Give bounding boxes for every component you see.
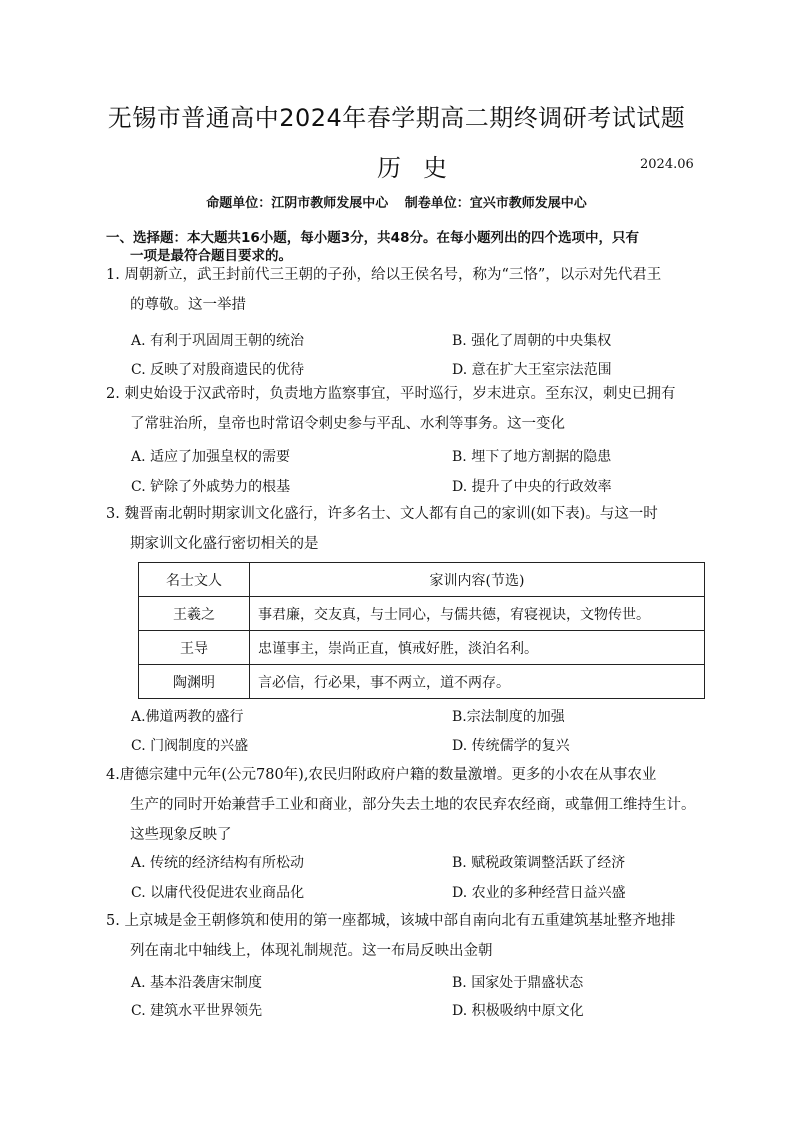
question-2-option-a[interactable]: A. 适应了加强皇权的需要	[131, 449, 291, 465]
question-3-line-1: 3. 魏晋南北朝时期家训文化盛行，许多名士、文人都有自己的家训(如下表)。与这一时	[106, 506, 658, 522]
question-5-option-b[interactable]: B. 国家处于鼎盛状态	[452, 975, 584, 991]
column-header-content: 家训内容(节选)	[250, 563, 705, 597]
table-cell-content: 言必信，行必果，事不两立，道不两存。	[250, 665, 705, 699]
subject-title: 历史	[377, 154, 469, 182]
question-1-line-2: 的尊敬。这一举措	[130, 297, 246, 313]
question-2-option-b[interactable]: B. 埋下了地方割据的隐患	[452, 449, 612, 465]
question-2-line-2: 了常驻治所，皇帝也时常诏令刺史参与平乱、水利等事务。这一变化	[130, 416, 565, 432]
table-row	[139, 665, 705, 699]
table-row	[139, 597, 705, 631]
question-3-option-c[interactable]: C. 门阀制度的兴盛	[131, 738, 249, 754]
question-2-stem	[106, 379, 736, 439]
question-3-option-b[interactable]: B.宗法制度的加强	[452, 709, 565, 725]
column-header-scholar: 名士文人	[139, 563, 250, 597]
question-4-option-a[interactable]: A. 传统的经济结构有所松动	[131, 855, 305, 871]
question-3-line-2: 期家训文化盛行密切相关的是	[130, 536, 319, 552]
question-1-option-c[interactable]: C. 反映了对殷商遗民的优待	[131, 362, 305, 378]
table-row	[139, 631, 705, 665]
question-5-line-2: 列在南北中轴线上，体现礼制规范。这一布局反映出金朝	[130, 943, 493, 959]
section-line-2: 一项是最符合题目要求的。	[130, 248, 292, 264]
question-4-option-d[interactable]: D. 农业的多种经营日益兴盛	[452, 885, 626, 901]
question-3-option-a[interactable]: A.佛道两教的盛行	[131, 709, 244, 725]
exam-title: 无锡市普通高中2024年春学期高二期终调研考试试题	[107, 104, 686, 132]
table-cell-name: 王导	[139, 631, 250, 665]
question-4-option-b[interactable]: B. 赋税政策调整活跃了经济	[452, 855, 626, 871]
table-cell-name: 王羲之	[139, 597, 250, 631]
table-header-row	[139, 563, 705, 597]
table-cell-content: 忠谨事主，崇尚正直，慎戒好胜，淡泊名利。	[250, 631, 705, 665]
question-2-line-1: 2. 刺史始设于汉武帝时，负责地方监察事宜，平时巡行，岁末进京。至东汉，刺史已拥有	[106, 386, 676, 402]
question-1-option-d[interactable]: D. 意在扩大王室宗法范围	[452, 362, 612, 378]
printer-unit: 制卷单位：宜兴市教师发展中心	[404, 196, 587, 211]
exam-date: 2024.06	[640, 157, 694, 172]
question-1-line-1: 1. 周朝新立，武王封前代三王朝的子孙，给以王侯名号，称为“三恪”，以示对先代君王	[106, 267, 662, 283]
question-3-option-d[interactable]: D. 传统儒学的复兴	[452, 738, 570, 754]
setter-unit: 命题单位：江阴市教师发展中心	[206, 196, 389, 211]
question-2-option-c[interactable]: C. 铲除了外戚势力的根基	[131, 479, 291, 495]
question-1-stem	[106, 260, 736, 320]
question-4-line-3: 这些现象反映了	[130, 827, 232, 843]
question-2-option-d[interactable]: D. 提升了中央的行政效率	[452, 479, 612, 495]
question-1-option-a[interactable]: A. 有利于巩固周王朝的统治	[131, 333, 305, 349]
question-1-option-b[interactable]: B. 强化了周朝的中央集权	[452, 333, 612, 349]
question-3-stem	[106, 499, 736, 559]
question-5-stem	[106, 906, 736, 966]
question-4-stem	[106, 760, 736, 850]
section-line-1: 一、选择题：本大题共16小题，每小题3分，共48分。在每小题列出的四个选项中，只有	[106, 230, 639, 246]
question-4-line-2: 生产的同时开始兼营手工业和商业，部分失去土地的农民弃农经商，或靠佣工维持生计。	[130, 797, 696, 813]
exam-units	[0, 192, 793, 211]
table-cell-name: 陶渊明	[139, 665, 250, 699]
question-5-line-1: 5. 上京城是金王朝修筑和使用的第一座都城，该城中部自南向北有五重建筑基址整齐地排	[106, 913, 676, 929]
table-cell-content: 事君廉，交友真，与士同心，与儒共德，宥寝视诀，文物传世。	[250, 597, 705, 631]
family-instructions-table	[138, 562, 705, 699]
question-4-line-1: 4.唐德宗建中元年(公元780年),农民归附政府户籍的数量激增。更多的小农在从事农业	[106, 767, 657, 783]
question-4-option-c[interactable]: C. 以庸代役促进农业商品化	[131, 885, 305, 901]
question-5-option-d[interactable]: D. 积极吸纳中原文化	[452, 1003, 584, 1019]
question-5-option-c[interactable]: C. 建筑水平世界领先	[131, 1003, 263, 1019]
question-5-option-a[interactable]: A. 基本沿袭唐宋制度	[131, 975, 263, 991]
